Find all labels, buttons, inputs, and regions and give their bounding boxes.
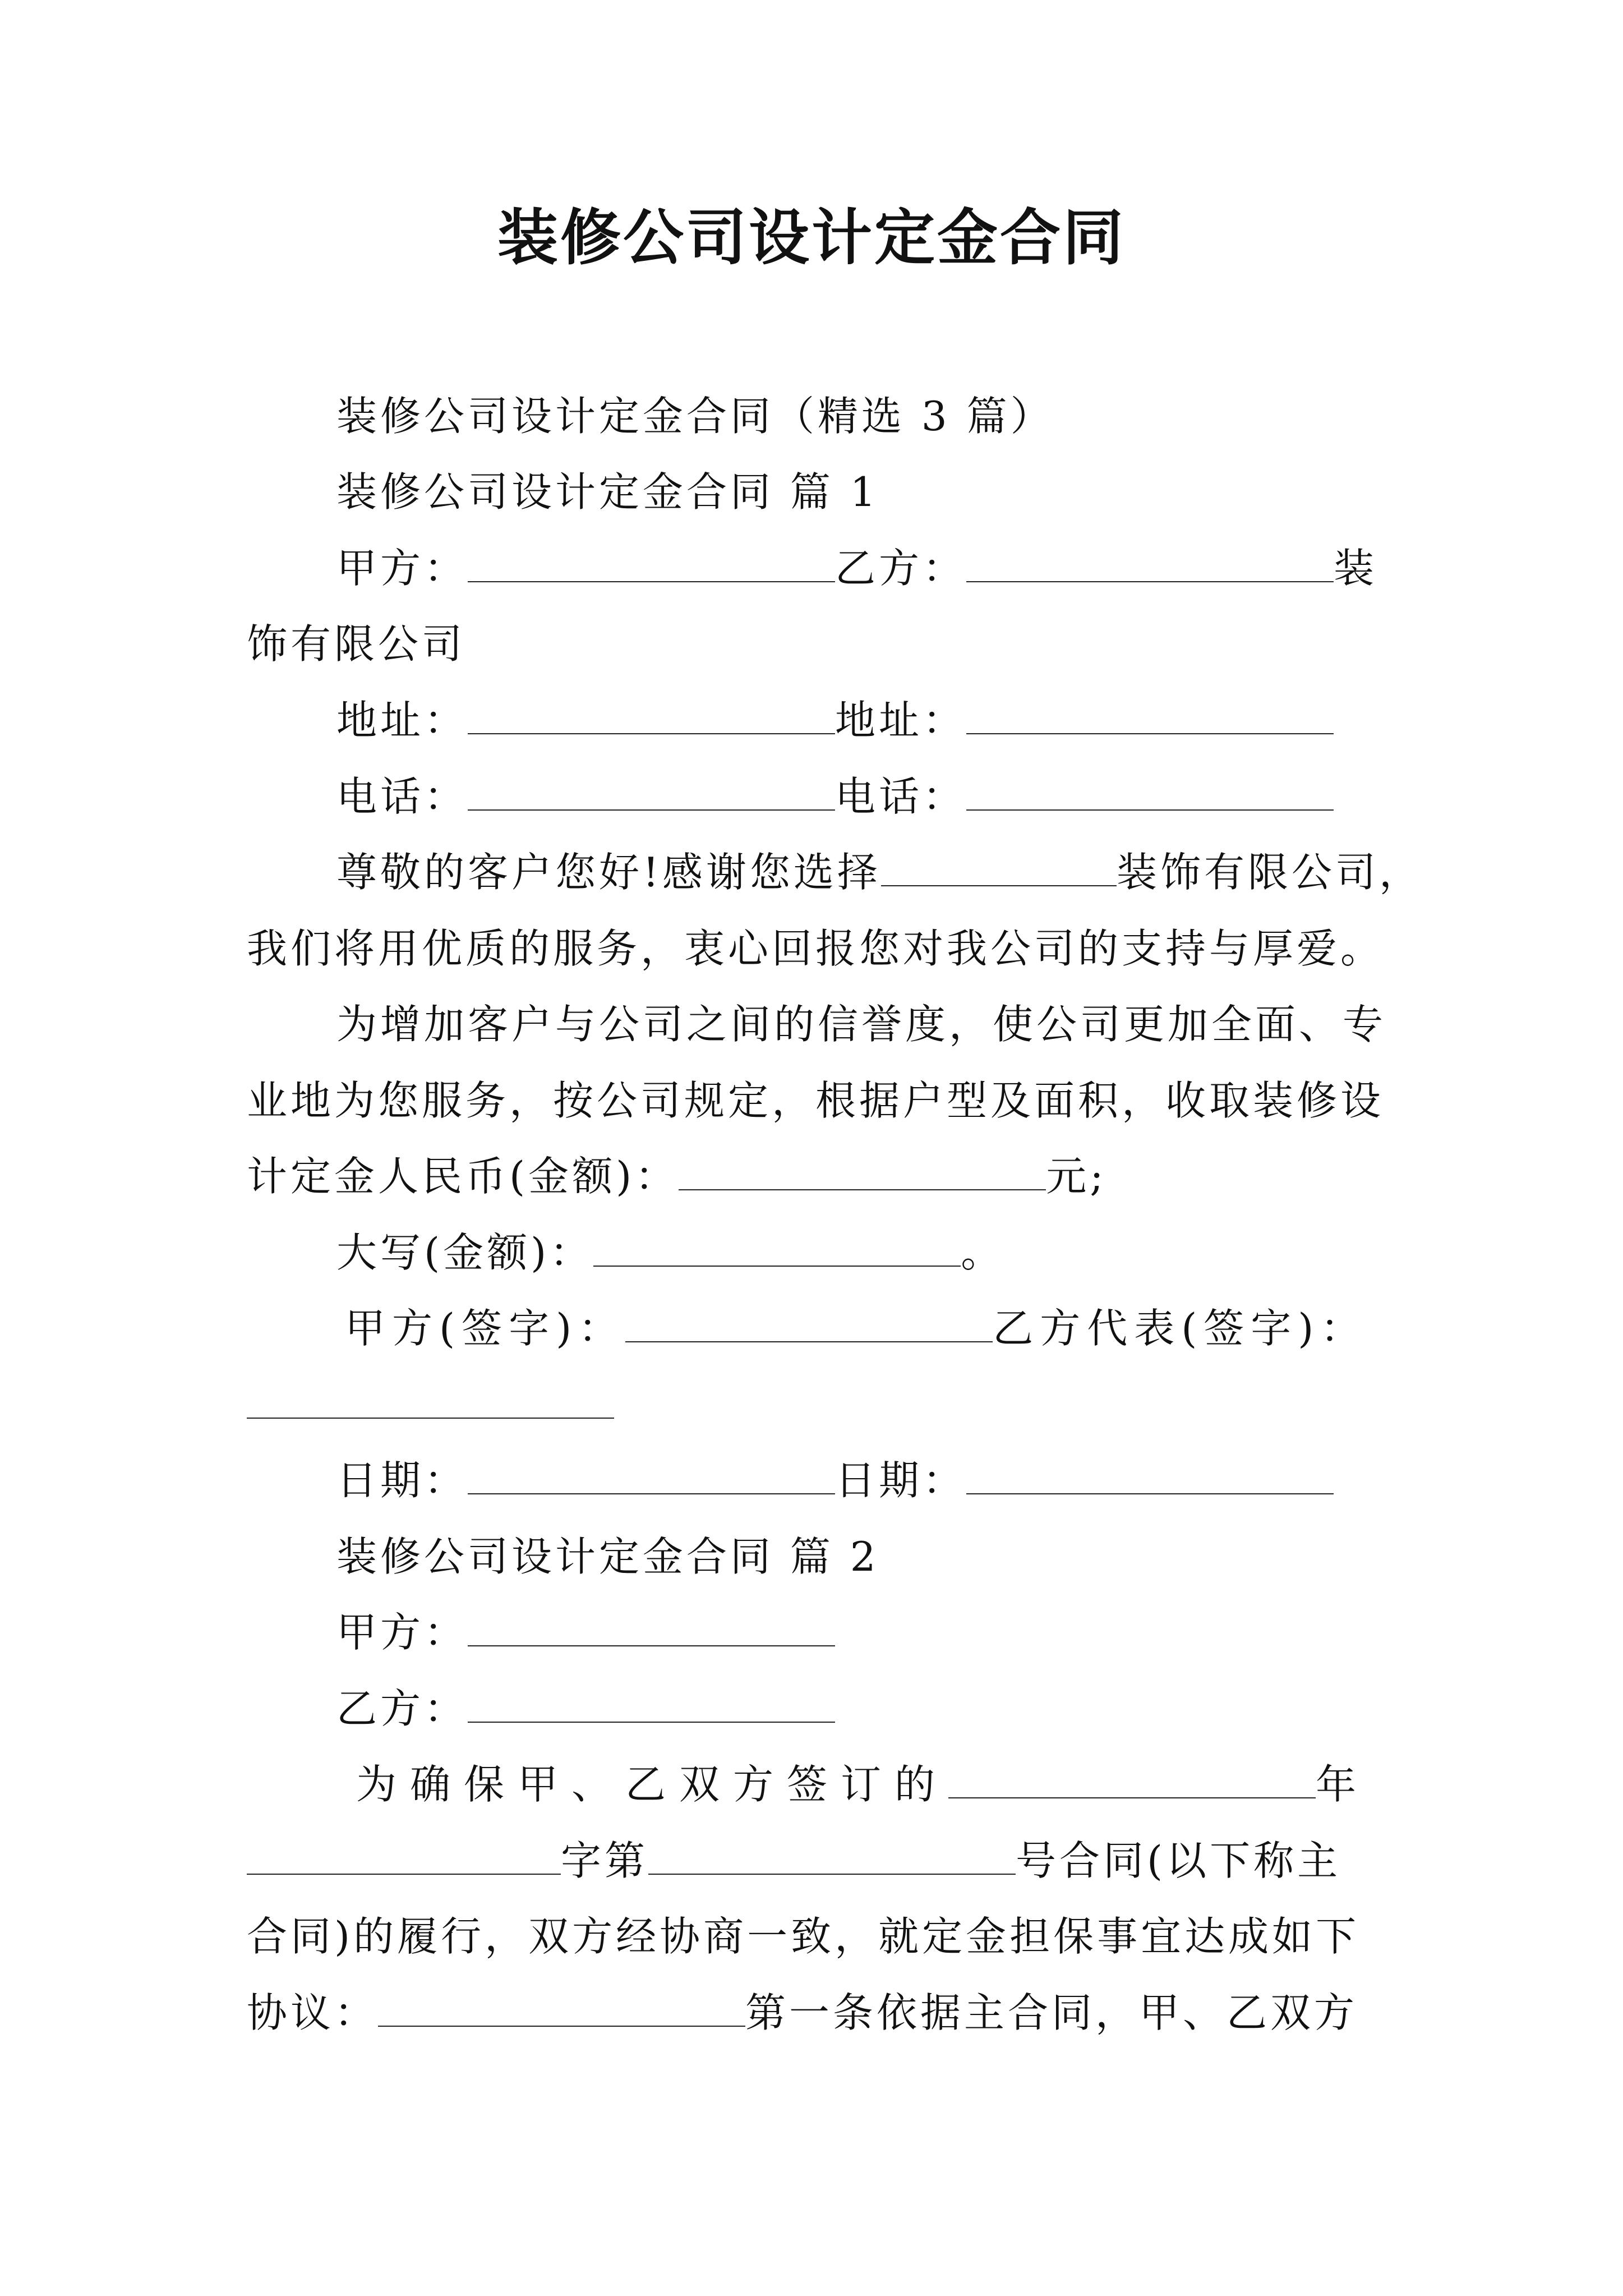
sign-a-label: 甲方(签字)： — [345, 1305, 626, 1352]
company-name-blank[interactable] — [881, 846, 1117, 886]
intro-line: 装修公司设计定金合同（精选 3 篇） — [336, 393, 1054, 440]
document-title: 装修公司设计定金合同 — [497, 203, 1126, 273]
para1-line1 — [336, 844, 1423, 900]
contract-word-blank[interactable] — [247, 1834, 561, 1875]
date-b-label: 日期： — [835, 1457, 967, 1504]
address-b-blank[interactable] — [966, 694, 1334, 734]
para2-line3-prefix: 计定金人民币(金额)： — [247, 1153, 679, 1200]
address-a-label: 地址： — [336, 697, 468, 744]
party-b-label: 乙方： — [835, 545, 967, 592]
part2-para-line3: 合同)的履行，双方经协商一致，就定金担保事宜达成如下 — [247, 1913, 1360, 1960]
capital-amount-blank[interactable] — [593, 1226, 961, 1267]
para1-line1-prefix: 尊敬的客户您好!感谢您选择 — [336, 849, 881, 896]
part2-heading: 装修公司设计定金合同 篇 2 — [336, 1533, 879, 1580]
phone-b-label: 电话： — [835, 773, 967, 820]
phone-b-blank[interactable] — [966, 770, 1334, 811]
party-a-blank[interactable] — [468, 542, 835, 582]
address-line — [336, 692, 1334, 748]
capital-suffix: 。 — [961, 1229, 1005, 1276]
part2-para-line4-prefix: 协议： — [247, 1989, 379, 2036]
part2-para-line1 — [356, 1756, 1370, 1812]
para2-line3-suffix: 元; — [1046, 1153, 1107, 1200]
para1-line1-suffix: 装饰有限公司， — [1116, 849, 1423, 896]
part1-heading: 装修公司设计定金合同 篇 1 — [336, 468, 879, 516]
sign-b-blank[interactable] — [247, 1378, 614, 1419]
contract-year-blank[interactable] — [948, 1758, 1316, 1798]
party-b-suffix: 装 — [1334, 545, 1378, 592]
capital-amount-line — [336, 1225, 1004, 1281]
date-a-label: 日期： — [336, 1457, 468, 1504]
contract-number-blank[interactable] — [648, 1834, 1016, 1875]
date-b-blank[interactable] — [966, 1454, 1334, 1494]
part2-para-line4 — [247, 1985, 1358, 2041]
para2-line1: 为增加客户与公司之间的信誉度，使公司更加全面、专 — [336, 1001, 1387, 1048]
sign-a-blank[interactable] — [625, 1302, 993, 1342]
phone-line — [336, 769, 1334, 825]
date-line — [336, 1452, 1334, 1508]
capital-prefix: 大写(金额)： — [336, 1229, 594, 1276]
part2-para-line2-mid: 字第 — [561, 1837, 649, 1884]
part2-party-b-label: 乙方： — [336, 1685, 468, 1732]
part2-party-b-blank[interactable] — [468, 1682, 835, 1723]
part2-para-line2 — [247, 1833, 1341, 1889]
part2-para-line4-suffix: 第一条依据主合同，甲、乙双方 — [745, 1989, 1358, 2036]
party-b-wrap: 饰有限公司 — [247, 620, 466, 668]
part2-party-a-line — [336, 1604, 835, 1660]
part2-para-line2-suffix: 号合同(以下称主 — [1016, 1837, 1341, 1884]
part2-para-line1-prefix: 为确保甲、乙双方签订的 — [356, 1761, 949, 1808]
party-b-blank[interactable] — [966, 542, 1334, 582]
amount-blank[interactable] — [679, 1150, 1046, 1190]
para2-line3 — [247, 1148, 1106, 1204]
part2-para-line1-suffix: 年 — [1316, 1761, 1370, 1808]
date-a-blank[interactable] — [468, 1454, 835, 1494]
party-a-label: 甲方： — [336, 545, 468, 592]
address-b-label: 地址： — [835, 697, 967, 744]
phone-a-blank[interactable] — [468, 770, 835, 811]
address-a-blank[interactable] — [468, 694, 835, 734]
part2-party-b-line — [336, 1681, 835, 1737]
part1-parties-line — [336, 540, 1377, 596]
part2-party-a-blank[interactable] — [468, 1606, 835, 1646]
phone-a-label: 电话： — [336, 773, 468, 820]
para1-line2: 我们将用优质的服务，衷心回报您对我公司的支持与厚爱。 — [247, 925, 1385, 972]
sign-b-wrap-line — [247, 1377, 614, 1433]
part2-party-a-label: 甲方： — [336, 1609, 468, 1656]
agreement-blank[interactable] — [378, 1986, 745, 2027]
signature-line — [345, 1300, 1367, 1356]
sign-b-label: 乙方代表(签字)： — [993, 1305, 1368, 1352]
para2-line2: 业地为您服务，按公司规定，根据户型及面积，收取装修设 — [247, 1077, 1385, 1124]
